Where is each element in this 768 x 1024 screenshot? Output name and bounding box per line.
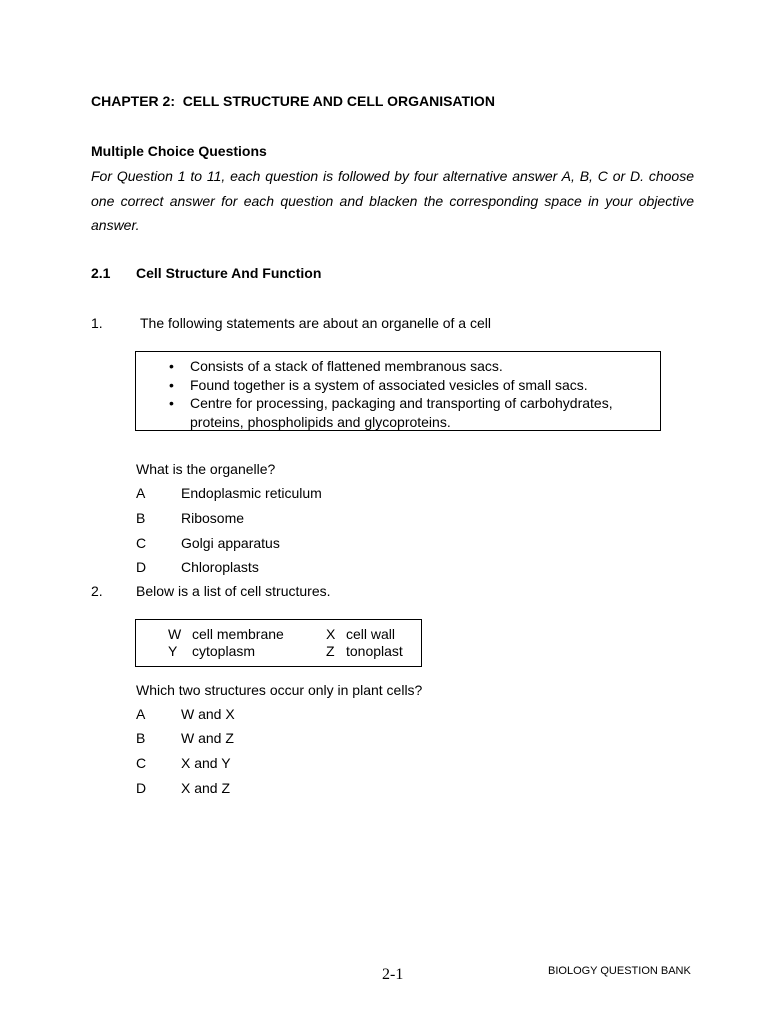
statement-item-continuation xyxy=(136,413,613,432)
statement-item xyxy=(136,376,613,395)
option-text: W and X xyxy=(181,706,235,722)
option-letter: D xyxy=(136,780,147,796)
statement-box xyxy=(135,351,661,431)
statement-text: Centre for processing, packaging and transporting of carbohydrates, xyxy=(190,395,613,411)
option-letter: B xyxy=(136,510,146,526)
option-text: Chloroplasts xyxy=(181,559,259,575)
structure-letter: Z xyxy=(326,643,335,659)
statement-text: proteins, phospholipids and glycoproteins. xyxy=(190,413,451,430)
option-letter: A xyxy=(136,706,146,722)
option-text: X and Y xyxy=(181,755,231,771)
option-text: Endoplasmic reticulum xyxy=(181,485,322,501)
question-2-number: 2. xyxy=(91,583,103,599)
structure-letter: X xyxy=(326,626,336,642)
structure-name: cytoplasm xyxy=(192,643,256,659)
option-text: Ribosome xyxy=(181,510,245,526)
option-letter: D xyxy=(136,559,147,575)
bullet-icon: • xyxy=(169,358,174,374)
statement-item xyxy=(136,394,613,413)
chapter-title: CHAPTER 2: CELL STRUCTURE AND CELL ORGANISATION xyxy=(91,93,495,109)
option-letter: A xyxy=(136,485,146,501)
structure-box xyxy=(135,619,422,667)
bullet-icon: • xyxy=(169,376,174,393)
statement-list xyxy=(136,357,613,431)
mcq-heading: Multiple Choice Questions xyxy=(91,143,267,159)
statement-text: Found together is a system of associated vesicles of small sacs. xyxy=(190,376,588,393)
bullet-icon: • xyxy=(169,395,174,411)
option-text: X and Z xyxy=(181,780,231,796)
mcq-instructions: For Question 1 to 11, each question is followed by four alternative answer A, B, C or D. choose one correct answer for each question and blacken the corresponding space in your objective answer. xyxy=(91,168,694,233)
question-1-prompt: What is the organelle? xyxy=(136,461,276,477)
option-letter: C xyxy=(136,755,147,771)
question-1-number: 1. xyxy=(91,315,103,331)
book-title: BIOLOGY QUESTION BANK xyxy=(548,965,691,977)
structure-name: tonoplast xyxy=(346,643,403,659)
option-letter: C xyxy=(136,535,147,551)
structure-letter: W xyxy=(168,626,182,642)
option-text: W and Z xyxy=(181,730,234,746)
section-number: 2.1 xyxy=(91,265,111,281)
option-text: Golgi apparatus xyxy=(181,535,280,551)
statement-text: Consists of a stack of flattened membranous sacs. xyxy=(190,358,503,374)
option-letter: B xyxy=(136,730,146,746)
section-title: Cell Structure And Function xyxy=(136,265,322,281)
structure-letter: Y xyxy=(168,643,178,659)
structure-name: cell membrane xyxy=(192,626,284,642)
page-number: 2-1 xyxy=(382,966,404,983)
statement-item xyxy=(136,357,613,376)
question-2-text: Below is a list of cell structures. xyxy=(136,583,331,599)
question-2-prompt: Which two structures occur only in plant cells? xyxy=(136,682,423,698)
question-1-text: The following statements are about an organelle of a cell xyxy=(140,315,491,331)
structure-name: cell wall xyxy=(346,626,396,642)
